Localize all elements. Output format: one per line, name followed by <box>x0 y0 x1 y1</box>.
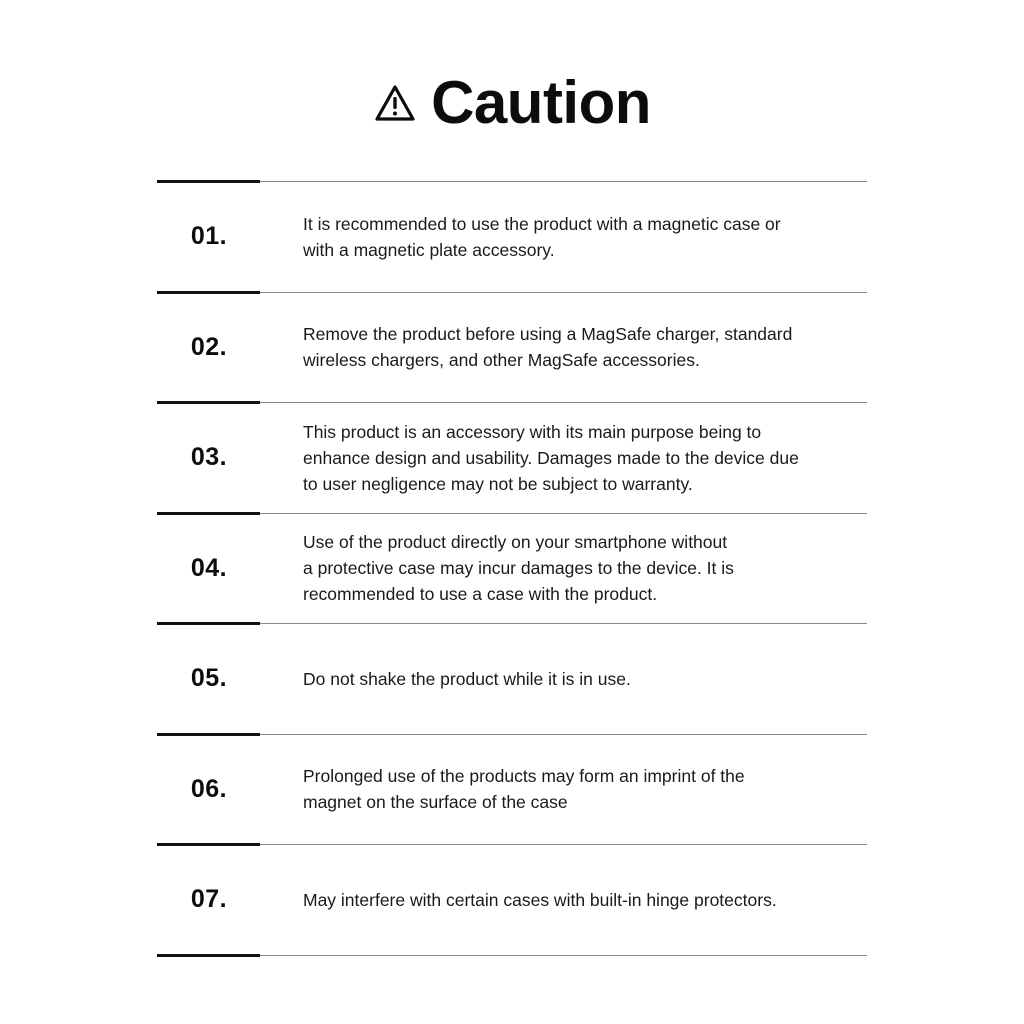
item-number: 02. <box>190 332 228 361</box>
item-number: 04. <box>190 553 228 582</box>
caution-item-05 <box>157 623 867 734</box>
caution-item-06 <box>157 734 867 845</box>
item-number: 06. <box>190 774 228 803</box>
item-text: It is recommended to use the product with a magnetic case or with a magnetic plate accessory. <box>303 213 781 260</box>
list-bottom-divider <box>157 955 867 956</box>
item-number: 03. <box>190 443 228 472</box>
item-text: Prolonged use of the products may form an imprint of the magnet on the surface of the case <box>303 766 745 813</box>
item-text: This product is an accessory with its main purpose being to enhance design and usability. Damages made to the device due to user negligence may not be subject to warranty. <box>303 421 799 494</box>
caution-item-02 <box>157 292 867 403</box>
item-number: 01. <box>190 222 228 251</box>
caution-item-03 <box>157 402 867 513</box>
caution-item-01 <box>157 181 867 292</box>
item-text: Remove the product before using a MagSafe charger, standard wireless chargers, and other MagSafe accessories. <box>303 324 793 371</box>
item-text: May interfere with certain cases with built-in hinge protectors. <box>303 889 777 910</box>
item-number: 05. <box>190 664 228 693</box>
caution-item-04 <box>157 513 867 624</box>
caution-item-07 <box>157 844 867 955</box>
warning-triangle-icon <box>373 82 417 126</box>
item-number: 07. <box>190 885 228 914</box>
caution-list <box>157 181 867 956</box>
page-header <box>0 68 1024 138</box>
item-text: Use of the product directly on your smartphone without a protective case may incur damages to the device. It is recommended to use a case with the product. <box>303 532 734 605</box>
item-text: Do not shake the product while it is in use. <box>303 668 631 689</box>
page-title: Caution <box>431 69 651 136</box>
